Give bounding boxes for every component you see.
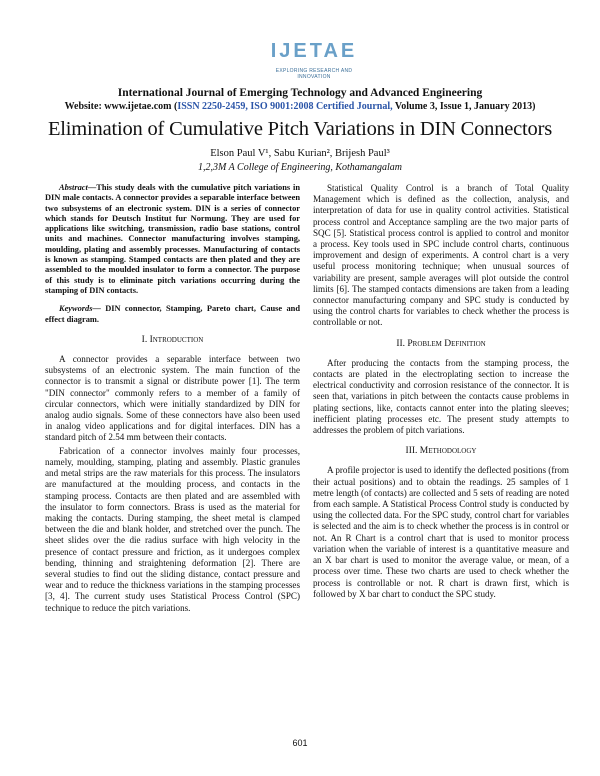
keywords-text: DIN connector, Stamping, Pareto chart, Cause and effect diagram. — [45, 304, 300, 324]
website-prefix: Website: www.ijetae.com ( — [64, 101, 178, 112]
issn-info: ISSN 2250-2459, ISO 9001:2008 Certified Journal, — [177, 101, 393, 112]
journal-logo — [266, 38, 362, 82]
journal-website-line — [0, 101, 600, 112]
volume-info: Volume 3, Issue 1, January 2013) — [392, 101, 536, 112]
page-number: 601 — [292, 738, 308, 748]
abstract-label: Abstract— — [59, 183, 97, 192]
intro-paragraph-1: A connector provides a separable interface between two subsystems of an electronic system. The main function of the connector is to transmit a signal or distribute power [1]. The term "DIN connector" commonly refers to a member of a family of circular connectors, which were initially standardized by DIN for analog audio signals. Some of these connectors have also been used in analog video applications and for digital interfaces. DIN has a standard pitch of 2.54 mm between their contacts. — [45, 354, 300, 443]
section-heading-problem-definition: II. Problem Definition — [396, 338, 486, 349]
affiliation: 1,2,3M A College of Engineering, Kothamangalam — [197, 162, 403, 173]
left-column — [45, 183, 300, 614]
journal-name: International Journal of Emerging Technology and Advanced Engineering — [117, 87, 483, 99]
abstract-text: This study deals with the cumulative pitch variations in DIN male contacts. A connector provides a separable interface between two subsystems of an electronic system. DIN is a series of connector which stands for Deutsch Institut fur Normung. They are used for applications like switching, transmission, radio base stations, control units and machines. Connector manufacturing involves stamping, moulding, plating and assembly processes. Manufacturing of contacts is known as stamping. Stamped contacts are then plated and they are assembled to the moulded insulator to form a connector. The purpose of this study is to eliminate pitch variations occurring during the stamping of DIN contacts. — [45, 183, 300, 295]
section-heading-introduction: I. Introduction — [141, 334, 204, 345]
problem-paragraph: After producing the contacts from the stamping process, the contacts are plated in the electroplating section to increase the electrical conductivity and corrosion resistance of the connector. It is seen that, variations in pitch between the contacts cause problems in plating sections, like, contacts cannot enter into the plating sleeves; inefficient plating processes etc. The present study attempts to addresses the problem of pitch variations. — [313, 357, 569, 436]
sqc-paragraph: Statistical Quality Control is a branch of Total Quality Management which is defined as the collection, analysis, and interpretation of data for use in quality control activities. Statistical process control and Acceptance sampling are the two major parts of SQC [5]. Statistical process control is applied to control and monitor a process. Key tools used in SPC include control charts, continuous improvement and design of experiments. A control chart is a very useful process monitoring technique; when unusual sources of variability are present, sample averages will plot outside the control limits [6]. The stamped contacts dimensions are taken from a leading connector manufacturing company and SPC study is conducted by using the control charts for variables to check whether the process is controllable or not. — [313, 183, 569, 328]
paper-title: Elimination of Cumulative Pitch Variations in DIN Connectors — [47, 118, 553, 140]
author-list: Elson Paul V¹, Sabu Kurian², Brijesh Paul³ — [210, 148, 390, 159]
section-heading-methodology: III. Methodology — [405, 446, 477, 457]
logo-wordmark: IJETAE — [270, 40, 358, 62]
intro-paragraph-2: Fabrication of a connector involves mainly four processes, namely, moulding, stamping, plating and assembly. Plastic granules and metal strips are the raw materials for this process. The insulators are manufactured at the moulding process, and contacts in the stamping process. Contacts are then plated and are assembled with the insulator to form connectors. Brass is used as the material for making the contacts. During stamping, the sheet metal is clamped between the die and blank holder, and stretched over the punch. The sheet slides over the die radius surface with high velocity in the presence of contact pressure and friction, as it undergoes complex bending, thinning and straightening deformation [2]. There are several studies to find out the sliding distance, contact pressure and wear and to reduce the thickness variations in the stamping processes [3, 4]. The current study uses Statistical Process Control (SPC) technique to reduce the pitch variations. — [45, 445, 300, 613]
logo-tagline: EXPLORING RESEARCH AND INNOVATION — [275, 68, 353, 80]
keywords — [45, 304, 300, 325]
methodology-paragraph: A profile projector is used to identify the deflected positions (from their actual positions) and to obtain the readings. 25 samples of 1 metre length (of contacts) are collected and 5 sets of reading are noted from each sample. A Statistical Process Control study is conducted by using the collected data. For the SPC study, control chart for variables is selected and the aim is to check whether the process is in control or not. An R Chart is a control chart that is used to monitor process variation when the variable of interest is a quantitative measure and an X bar chart is used to monitor the average value, or mean, of a process over time. These two charts are used to check whether the process is controllable or not. R chart is drawn first, which is followed by X bar chart to conduct the SPC study. — [313, 465, 569, 599]
keywords-label: Keywords— — [59, 304, 101, 314]
abstract — [45, 183, 300, 296]
right-column — [313, 183, 569, 600]
